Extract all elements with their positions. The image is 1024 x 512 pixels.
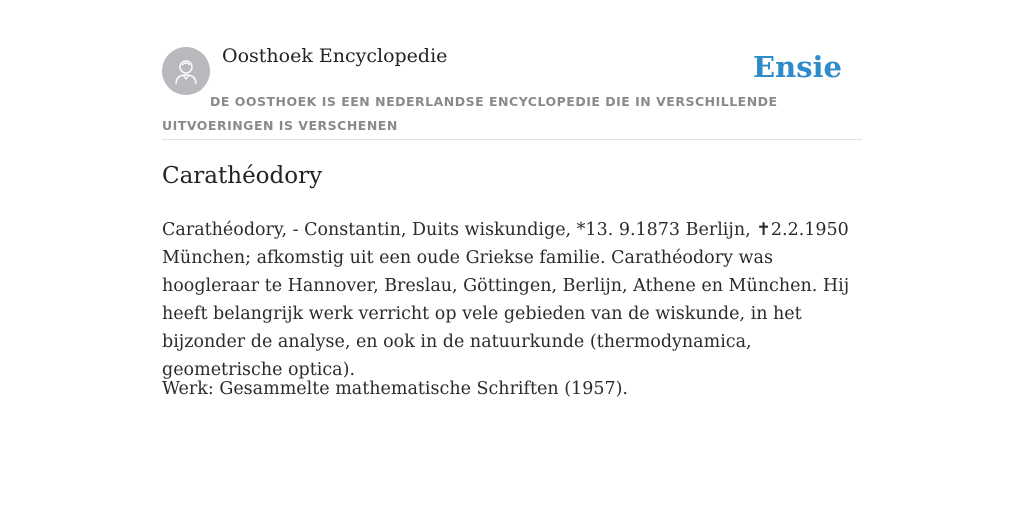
article-paragraph: Carathéodory, - Constantin, Duits wiskundige, *13. 9.1873 Berlijn, ✝2.2.1950 München; afkomstig uit een oude Griekse familie. Carathéodory was hoogleraar te Hannover, Breslau, Göttingen, Berlijn, Athene en München. Hij heeft belangrijk werk verricht op vele gebieden van de wiskunde, in het bijzonder de analyse, en ook in de natuurkunde (thermodynamica, geometrische optica).: [162, 220, 850, 380]
site-name-link[interactable]: Oosthoek Encyclopedie: [222, 45, 448, 67]
brand-logo[interactable]: Ensie: [753, 50, 842, 84]
avatar[interactable]: [162, 47, 210, 95]
user-icon: [171, 56, 201, 86]
article-paragraph-works: Werk: Gesammelte mathematische Schriften (1957).: [162, 379, 628, 399]
site-tagline: DE OOSTHOEK IS EEN NEDERLANDSE ENCYCLOPEDIE DIE IN VERSCHILLENDE UITVOERINGEN IS VERSCHENEN: [162, 94, 778, 133]
page-title: Carathéodory: [162, 163, 323, 189]
article-container: [162, 0, 862, 399]
site-header: [162, 0, 862, 140]
